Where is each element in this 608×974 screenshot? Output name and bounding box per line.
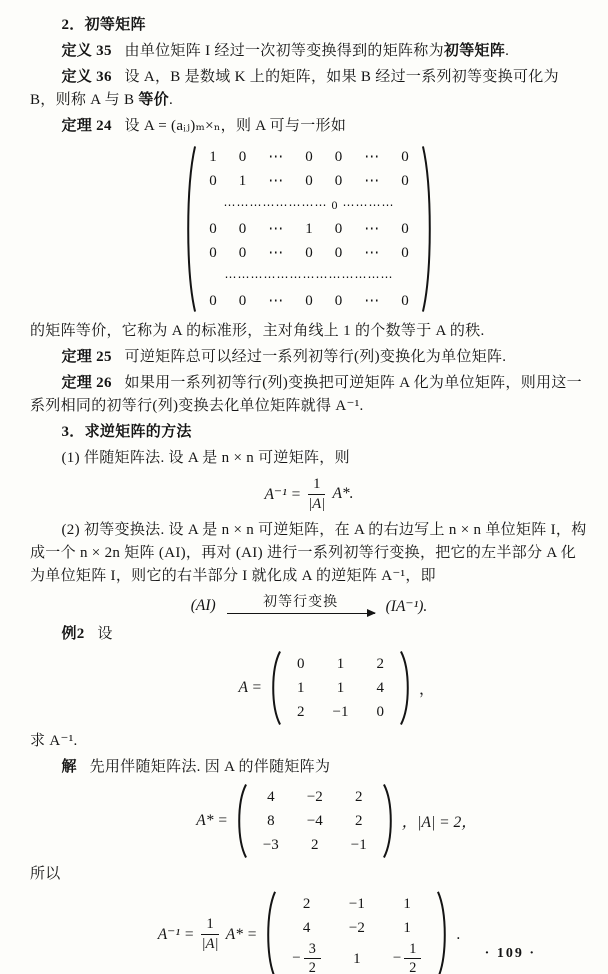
matrix-cell: 2 <box>311 836 319 853</box>
matrix-cell: 0 <box>334 221 343 237</box>
definition-35-text: 由单位矩阵 I 经过一次初等变换得到的矩阵称为 <box>124 43 444 59</box>
section-heading-elementary-matrices: 2．初等矩阵 <box>61 17 146 33</box>
matrix-cell: −1 <box>350 836 367 853</box>
left-paren <box>264 890 277 974</box>
solution-text: 先用伴随矩阵法. 因 A 的伴随矩阵为 <box>89 758 331 775</box>
formula-adjugate <box>85 783 588 859</box>
matrix-row <box>198 169 420 193</box>
paragraph-solution <box>30 756 588 779</box>
matrix-cell: 0 <box>401 245 409 261</box>
theorem-24-text: 设 A = (aᵢⱼ)ₘ×ₙ，则 A 可与一形如 <box>124 118 347 134</box>
theorem-26-label: 定理 26 <box>61 375 112 391</box>
matrix-cell: 0 <box>238 149 247 165</box>
theorem-26-text: 如果用一系列初等行(列)变换把可逆矩阵 A 化为单位矩阵，则用这一系列相同的初等行(列)变换去化单位矩阵就得 A⁻¹. <box>30 375 582 414</box>
inverse-lhs: A⁻¹ = <box>157 926 195 944</box>
matrix-cell: 0 <box>238 221 247 237</box>
matrix-row <box>283 676 398 700</box>
left-paren <box>235 783 248 859</box>
matrix-cell: 0 <box>401 221 409 237</box>
matrix-cell: ⋯ <box>364 293 380 309</box>
matrix-cell: −1 <box>332 703 349 720</box>
matrix-cell: 4 <box>376 679 384 696</box>
matrix-cell: 0 <box>238 293 247 309</box>
labeled-arrow <box>227 594 375 619</box>
inverse-trailing: . <box>456 925 461 943</box>
section-heading-inverse-methods: 3．求逆矩阵的方法 <box>61 424 192 440</box>
matrix-cell: ⋯ <box>268 221 284 237</box>
paragraph-find-inverse: 求 A⁻¹. <box>30 732 78 749</box>
matrix-row <box>198 265 420 289</box>
left-paren <box>184 143 197 315</box>
formula-adjoint-lhs: A⁻¹ = <box>264 485 302 503</box>
matrix-cell: 2 <box>355 788 363 805</box>
matrix-cell: 0 <box>334 173 343 189</box>
paragraph-theorem-24 <box>30 115 588 138</box>
matrix-cell: − $\frac{3}{2}$ <box>278 940 335 974</box>
fraction-numerator: 1 <box>201 916 218 935</box>
matrix-dots-row: ⋯⋯⋯⋯⋯⋯⋯⋯ 0 ⋯⋯⋯⋯ <box>223 198 395 212</box>
matrix-cell: −2 <box>306 788 323 805</box>
matrix-cell: 1 <box>403 895 411 912</box>
definition-36-text: 设 A，B 是数域 K 上的矩阵，如果 B 经过一系列初等变换可化为 B，则称 A 与 B <box>30 69 559 108</box>
matrix-cell: ⋯ <box>364 245 380 261</box>
matrix-cell: 0 <box>401 293 409 309</box>
matrix-row <box>198 145 420 169</box>
matrix-cell: 0 <box>334 245 343 261</box>
definition-35-period: . <box>505 43 510 59</box>
solution-label: 解 <box>61 758 77 775</box>
matrix-cell: 1 <box>209 149 217 165</box>
matrix-cell: 2 <box>302 895 311 912</box>
paragraph-theorem-26 <box>30 372 588 418</box>
matrix-cell: 1 <box>353 950 361 967</box>
theorem-25-text: 可逆矩阵总可以经过一系列初等行(列)变换化为单位矩阵. <box>124 349 507 365</box>
paragraph-method-2: (2) 初等变换法. 设 A 是 n × n 可逆矩阵，在 A 的右边写上 n × n 单位矩阵 I，构成一个 n × 2n 矩阵 (AI)，再对 (AI) 进行一系列初等行变换，把它的左半部分 A 化为单位矩阵 I，则它的右半部分 I 就化成 A 的逆矩阵 A⁻¹，即 <box>30 521 587 584</box>
right-paren <box>436 890 449 974</box>
matrix-row <box>249 809 381 833</box>
paragraph-definition-36 <box>30 66 588 112</box>
matrix-a <box>269 650 412 726</box>
matrix-cell: ⋯ <box>364 149 380 165</box>
theorem-25-label: 定理 25 <box>61 349 112 365</box>
fraction-denominator: |A| <box>308 495 326 512</box>
matrix-cell: 0 <box>401 149 409 165</box>
formula-standard-form <box>30 143 588 315</box>
matrix-cell: 0 <box>209 293 217 309</box>
matrix-cell: ⋯ <box>364 173 380 189</box>
fraction-denominator: |A| <box>201 936 219 953</box>
matrix-cell: ⋯ <box>364 221 380 237</box>
matrix-cell: 2 <box>355 812 363 829</box>
left-paren <box>269 650 282 726</box>
formula-row-transform <box>30 594 588 619</box>
matrix-row <box>198 217 420 241</box>
matrix-row <box>198 289 420 313</box>
matrix-cell: ⋯ <box>268 293 284 309</box>
matrix-a-star <box>235 783 395 859</box>
paragraph-after-matrix: 的矩阵等价，它称为 A 的标准形，主对角线上 1 的个数等于 A 的秩. <box>30 323 485 339</box>
formula-adjoint-rhs: A*. <box>332 485 354 503</box>
paragraph-definition-35 <box>30 40 588 63</box>
matrix-row <box>283 652 398 676</box>
matrix-cell: 0 <box>209 221 217 237</box>
formula-arrow-left: (AI) <box>190 597 216 615</box>
matrix-cell: −2 <box>348 919 365 936</box>
matrix-row <box>278 940 435 974</box>
definition-36-label: 定义 36 <box>61 69 112 85</box>
matrix-cell: ⋯ <box>268 173 284 189</box>
definition-36-period: . <box>168 92 173 108</box>
matrix-row <box>249 833 381 857</box>
fraction-one-over-det-2 <box>201 916 218 953</box>
example-2-text: 设 <box>97 625 113 642</box>
definition-35-term: 初等矩阵 <box>443 43 506 59</box>
formula-arrow-right: (IA⁻¹). <box>385 597 428 615</box>
formula-matrix-a <box>85 650 588 726</box>
right-paren <box>421 143 434 315</box>
adjugate-trailing: ，|A| = 2， <box>401 813 477 831</box>
matrix-cell: 0 <box>305 293 313 309</box>
inverse-mid: A* = <box>225 925 258 943</box>
fraction-one-over-det <box>308 476 325 513</box>
matrix-row <box>278 916 435 940</box>
matrix-cell: ⋯ <box>268 245 284 261</box>
matrix-cell: − $\frac{1}{2}$ <box>379 940 436 974</box>
matrix-cell: 0 <box>376 703 384 720</box>
matrix-cell: 1 <box>305 221 313 237</box>
fraction-numerator: 1 <box>308 476 325 495</box>
matrix-cell: 2 <box>297 703 305 720</box>
matrix-cell: 1 <box>238 173 247 189</box>
matrix-row <box>198 193 420 217</box>
matrix-row <box>278 892 435 916</box>
formula-adjoint-inverse <box>30 476 588 513</box>
matrix-row <box>249 785 381 809</box>
matrix-cell: 0 <box>334 149 343 165</box>
matrix-row <box>198 241 420 265</box>
arrow-label: 初等行变换 <box>263 594 339 610</box>
matrix-cell: 4 <box>267 788 275 805</box>
matrix-cell: 0 <box>334 293 343 309</box>
matrix-cell: −3 <box>262 836 279 853</box>
matrix-cell: 0 <box>209 173 217 189</box>
definition-36-term: 等价 <box>138 92 169 108</box>
page-number: · 109 · <box>484 946 536 961</box>
example-2-label: 例2 <box>61 625 85 642</box>
matrix-cell: 0 <box>297 655 305 672</box>
matrix-cell: 8 <box>267 812 275 829</box>
matrix-cell: −1 <box>348 895 365 912</box>
definition-35-label: 定义 35 <box>61 43 112 59</box>
matrix-cell: 1 <box>336 679 345 696</box>
paragraph-theorem-25 <box>30 346 588 369</box>
matrix-cell: 0 <box>305 245 313 261</box>
matrix-cell: 0 <box>305 149 313 165</box>
paragraph-method-1: (1) 伴随矩阵法. 设 A 是 n × n 可逆矩阵，则 <box>61 450 350 466</box>
matrix-a-lhs: A = <box>238 678 263 696</box>
matrix-standard-form <box>184 143 434 315</box>
matrix-cell: 4 <box>302 919 311 936</box>
matrix-cell: −4 <box>306 812 323 829</box>
right-paren <box>382 783 395 859</box>
matrix-a-trailing: ， <box>418 680 435 698</box>
matrix-cell: 1 <box>297 679 305 696</box>
paragraph-suoyi: 所以 <box>30 865 61 882</box>
matrix-cell: 1 <box>403 919 411 936</box>
matrix-cell: 0 <box>305 173 313 189</box>
paragraph-example-2 <box>30 623 588 646</box>
right-arrow-icon <box>227 613 375 614</box>
matrix-cell: 0 <box>209 245 217 261</box>
matrix-cell: 2 <box>376 655 384 672</box>
matrix-dots-row: ⋯⋯⋯⋯⋯⋯⋯⋯⋯⋯⋯⋯⋯ <box>224 270 394 284</box>
matrix-row <box>283 700 398 724</box>
matrix-cell: 1 <box>336 655 345 672</box>
matrix-a-inverse <box>264 890 449 974</box>
matrix-cell: 0 <box>401 173 409 189</box>
right-paren <box>399 650 412 726</box>
theorem-24-label: 定理 24 <box>61 118 112 134</box>
matrix-cell: 0 <box>238 245 247 261</box>
matrix-cell: ⋯ <box>268 149 284 165</box>
adjugate-lhs: A* = <box>196 811 228 829</box>
